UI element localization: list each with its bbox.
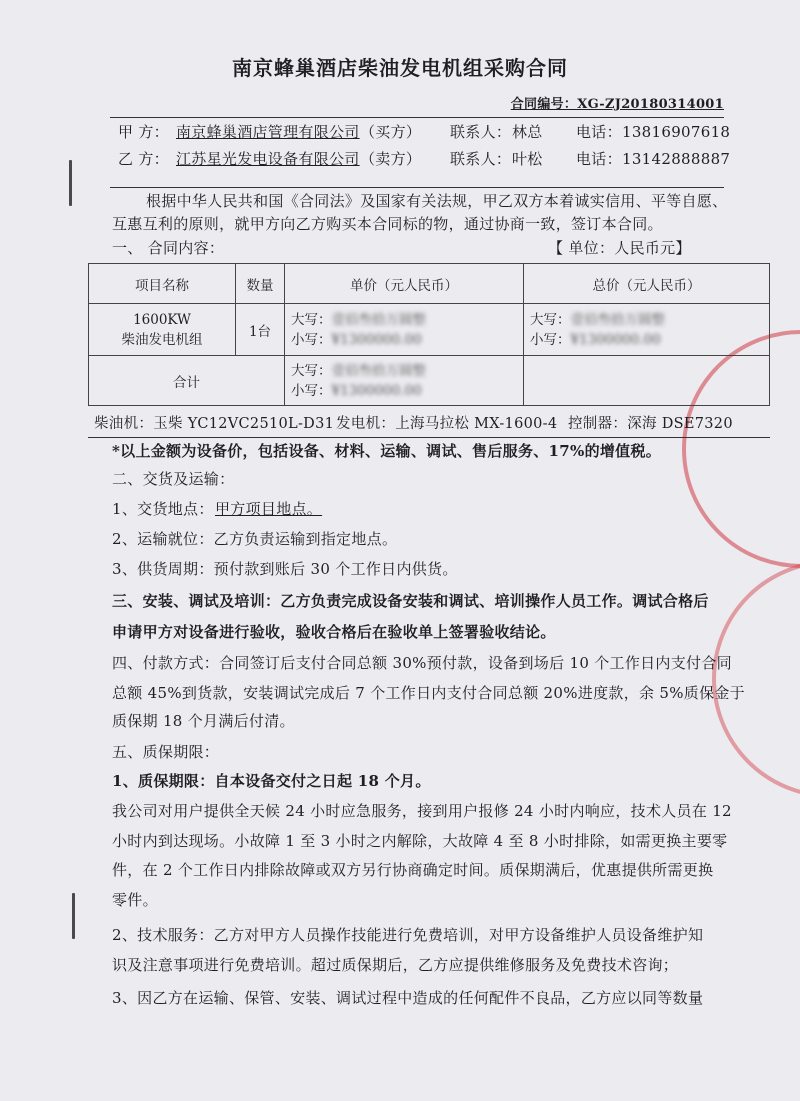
party-b-name: 江苏星光发电设备有限公司 — [176, 150, 360, 168]
currency-unit: 【 单位：人民币元】 — [548, 239, 691, 257]
col-header-item: 项目名称 — [89, 264, 236, 304]
upper-label: 大写： — [530, 311, 571, 328]
party-a-contact-label: 联系人： — [450, 123, 512, 141]
binding-mark-top — [69, 160, 72, 206]
unit-price-cell — [285, 304, 524, 356]
service-line-4: 零件。 — [112, 891, 158, 909]
transport-item: 2、运输就位：乙方负责运输到指定地点。 — [112, 530, 398, 548]
item-qty: 1台 — [236, 304, 285, 356]
tech-service-line-2: 识及注意事项进行免费培训。超过质保期后，乙方应提供维修服务及免费技术咨询； — [112, 956, 679, 974]
section-5-heading: 五、质保期限： — [112, 743, 220, 761]
table-row — [89, 304, 770, 356]
contract-number: 合同编号：XG-ZJ20180314001 — [510, 97, 724, 112]
party-a-phone-label: 电话： — [576, 123, 622, 141]
col-header-unit-price: 单价（元人民币） — [285, 264, 524, 304]
lower-label: 小写： — [291, 382, 332, 399]
spec-controller: 控制器：深海 DSE7320 — [568, 416, 733, 432]
spec-underline — [88, 437, 770, 438]
masked-amount-lower: ¥1300000.00 — [570, 331, 661, 348]
service-line-2: 小时内到达现场。小故障 1 至 3 小时之内解除，大故障 4 至 8 小时排除，如需更换主要零 — [112, 832, 728, 850]
delivery-location-value: 甲方项目地点。 — [215, 500, 323, 518]
section-2-heading: 二、交货及运输： — [112, 470, 235, 488]
col-header-qty: 数量 — [236, 264, 285, 304]
lower-label: 小写： — [530, 331, 571, 348]
total-empty-cell — [524, 356, 770, 406]
party-a-label: 甲 方： — [118, 123, 169, 141]
upper-label: 大写： — [291, 311, 332, 328]
intro-line-1: 根据中华人民共和国《合同法》及国家有关法规，甲乙双方本着诚实信用、平等自愿、 — [146, 192, 728, 210]
table-row-total — [89, 356, 770, 406]
parties-rule — [110, 187, 724, 188]
masked-amount-upper: 壹佰叁拾万圆整 — [331, 311, 426, 328]
contract-title: 南京蜂巢酒店柴油发电机组采购合同 — [232, 56, 568, 80]
section-3-line-2: 申请甲方对设备进行验收，验收合格后在验收单上签署验收结论。 — [112, 623, 556, 641]
party-a-name: 南京蜂巢酒店管理有限公司 — [176, 123, 360, 141]
spec-generator: 发电机：上海马拉松 MX-1600-4 — [336, 416, 558, 432]
delivery-location-label: 1、交货地点： — [112, 500, 214, 518]
supply-period-item: 3、供货周期：预付款到账后 30 个工作日内供货。 — [112, 560, 458, 578]
tech-service-line-1: 2、技术服务：乙方对甲方人员操作技能进行免费培训，对甲方设备维护人员设备维护知 — [112, 926, 704, 944]
masked-amount-lower: ¥1300000.00 — [331, 331, 422, 348]
party-b-role: （卖方） — [360, 150, 422, 168]
party-a-role: （买方） — [360, 123, 422, 141]
binding-mark-bottom — [72, 893, 75, 939]
item-model: 1600KW — [133, 311, 191, 328]
items-table — [88, 263, 770, 406]
party-b-phone-label: 电话： — [576, 150, 622, 168]
party-b-contact: 叶松 — [512, 150, 543, 168]
spec-diesel-engine: 柴油机：玉柴 YC12VC2510L-D31 — [94, 416, 335, 432]
item-name-cell — [89, 304, 236, 356]
party-b-label: 乙 方： — [118, 150, 169, 168]
party-a-contact: 林总 — [512, 123, 543, 141]
party-a-phone: 13816907618 — [622, 123, 731, 141]
section-3-line-1: 三、安装、调试及培训：乙方负责完成设备安装和调试、培训操作人员工作。调试合格后 — [112, 592, 709, 610]
party-b-phone: 13142888887 — [622, 150, 731, 168]
intro-line-2: 互惠互利的原则，就甲方向乙方购买本合同标的物，通过协商一致，签订本合同。 — [112, 215, 663, 233]
total-price-cell — [524, 304, 770, 356]
defect-clause-line-1: 3、因乙方在运输、保管、安装、调试过程中造成的任何配件不良品，乙方应以同等数量 — [112, 989, 704, 1007]
service-line-3: 件，在 2 个工作日内排除故障或双方另行协商确定时间。质保期满后，优惠提供所需更换 — [112, 861, 714, 879]
masked-amount-lower: ¥1300000.00 — [331, 382, 422, 399]
company-seal-stamp-secondary — [712, 560, 800, 798]
masked-amount-upper: 壹佰叁拾万圆整 — [331, 362, 426, 379]
item-name: 柴油发电机组 — [121, 331, 203, 348]
section-4-line-3: 质保期 18 个月满后付清。 — [112, 712, 295, 730]
service-line-1: 我公司对用户提供全天候 24 小时应急服务，接到用户报修 24 小时内响应，技术人员在 12 — [112, 802, 732, 820]
warranty-period: 1、质保期限：自本设备交付之日起 18 个月。 — [112, 772, 431, 790]
lower-label: 小写： — [291, 331, 332, 348]
masked-amount-upper: 壹佰叁拾万圆整 — [570, 311, 665, 328]
header-rule — [110, 117, 724, 118]
col-header-total-price: 总价（元人民币） — [524, 264, 770, 304]
section-4-line-2: 总额 45%到货款，安装调试完成后 7 个工作日内支付合同总额 20%进度款，余 5%质保金于 — [112, 684, 745, 702]
section-4-line-1: 四、付款方式：合同签订后支付合同总额 30%预付款，设备到场后 10 个工作日内支付合同 — [112, 654, 732, 672]
price-note: *以上金额为设备价，包括设备、材料、运输、调试、售后服务、17%的增值税。 — [112, 442, 662, 460]
section-1-heading: 一、 合同内容： — [112, 239, 225, 257]
total-label: 合计 — [89, 356, 285, 406]
total-amount-cell — [285, 356, 524, 406]
upper-label: 大写： — [291, 362, 332, 379]
party-b-contact-label: 联系人： — [450, 150, 512, 168]
